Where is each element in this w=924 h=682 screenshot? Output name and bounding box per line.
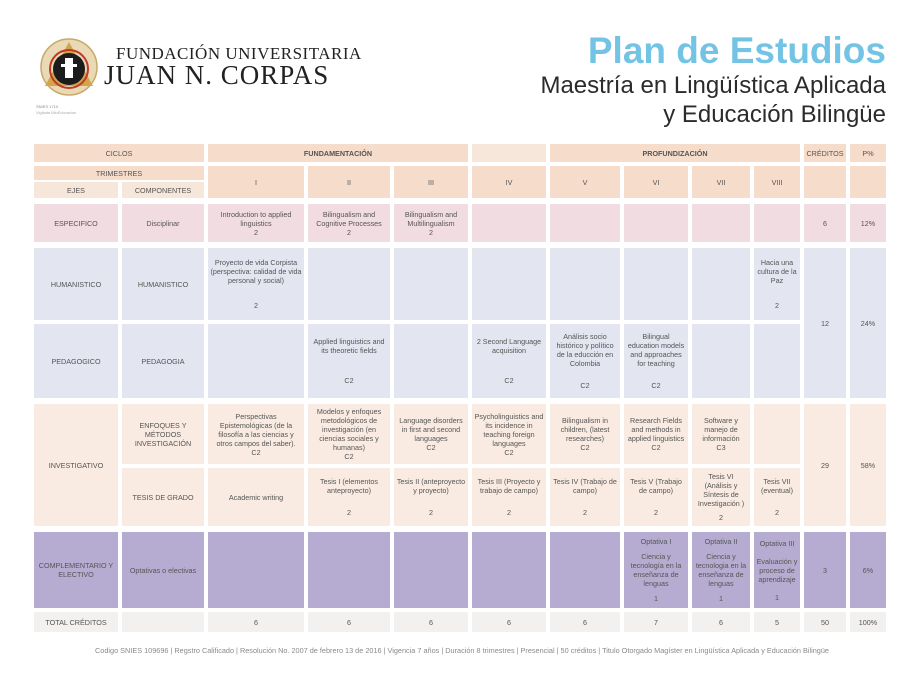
creditos-complementario: 3: [804, 532, 846, 608]
header-blank: [472, 144, 546, 162]
empty-cell: [692, 324, 750, 398]
course-cell: Software y manejo de información C3: [692, 404, 750, 464]
empty-cell: [692, 204, 750, 242]
total-label: TOTAL CRÉDITOS: [34, 612, 118, 632]
course-cell: Psycholinguistics and its incidence in teaching foreign languages C2: [472, 404, 546, 464]
eje-investigativo: INVESTIGATIVO: [34, 404, 118, 526]
comp-tesis: TESIS DE GRADO: [122, 468, 204, 526]
org-name-line1: FUNDACIÓN UNIVERSITARIA: [116, 44, 362, 63]
total-trim-7: 6: [692, 612, 750, 632]
course-cell: Tesis V (Trabajo de campo) 2: [624, 468, 688, 526]
eje-complementario: COMPLEMENTARIO Y ELECTIVO: [34, 532, 118, 608]
course-cell: Tesis VI (Análisis y Síntesis de Investigación ) 2: [692, 468, 750, 526]
empty-cell: [754, 324, 800, 398]
course-cell: Academic writing: [208, 468, 304, 526]
empty-cell: [472, 532, 546, 608]
comp-enfoques: ENFOQUES Y MÉTODOS INVESTIGACIÓN: [122, 404, 204, 464]
org-name-line2: JUAN N. CORPAS: [104, 60, 330, 90]
total-creditos: 50: [804, 612, 846, 632]
eje-humanistico: HUMANISTICO: [34, 248, 118, 320]
course-cell: Optativa I Ciencia y tecnología en la enseñanza de lenguas 1: [624, 532, 688, 608]
empty-cell: [624, 204, 688, 242]
empty-cell: [394, 532, 468, 608]
total-trim-4: 6: [472, 612, 546, 632]
empty-cell: [122, 612, 204, 632]
footer-note: Codigo SNIES 109696 | Regstro Calificado | Resolución No. 2007 de febrero 13 de 2016 | Vigencia 7 años | Duración 8 trimestres | Presencial | 50 créditos | Titulo Otorgado Magíster en Lingüística Aplicada y Educación Bilingüe: [95, 646, 829, 655]
trimestre-1: I: [208, 166, 304, 198]
course-cell: Bilingualism in children, (latest researches) C2: [550, 404, 620, 464]
comp-humanistico: HUMANISTICO: [122, 248, 204, 320]
total-trim-8: 5: [754, 612, 800, 632]
empty-cell: [394, 248, 468, 320]
course-cell: 2 Second Language acquisition C2: [472, 324, 546, 398]
trimestre-6: VI: [624, 166, 688, 198]
comp-optativas: Optativas o electivas: [122, 532, 204, 608]
empty-cell: [308, 248, 390, 320]
empty-cell: [624, 248, 688, 320]
course-cell: Language disorders in first and second languages C2: [394, 404, 468, 464]
page-title: Plan de Estudios: [587, 30, 886, 71]
header-componentes: COMPONENTES: [122, 182, 204, 198]
total-trim-3: 6: [394, 612, 468, 632]
course-cell: Bilingualism and Multilingualism 2: [394, 204, 468, 242]
course-cell: Tesis VII (eventual) 2: [754, 468, 800, 526]
creditos-investigativo: 29: [804, 404, 846, 526]
course-cell: Tesis II (anteproyecto y proyecto) 2: [394, 468, 468, 526]
course-cell: Hacia una cultura de la Paz 2: [754, 248, 800, 320]
pct-complementario: 6%: [850, 532, 886, 608]
empty-cell: [754, 404, 800, 464]
empty-cell: [550, 204, 620, 242]
pct-hum-ped: 24%: [850, 248, 886, 398]
empty-cell: [208, 324, 304, 398]
course-cell: Tesis III (Proyecto y trabajo de campo) 2: [472, 468, 546, 526]
empty-cell: [550, 248, 620, 320]
empty-cell: [472, 204, 546, 242]
course-cell: Tesis I (elementos anteproyecto) 2: [308, 468, 390, 526]
total-pct: 100%: [850, 612, 886, 632]
header-profundizacion: PROFUNDIZACIÓN: [550, 144, 800, 162]
empty-cell: [754, 204, 800, 242]
header-creditos: CRÉDITOS: [804, 144, 846, 162]
empty-cell: [308, 532, 390, 608]
page-subtitle-line2: y Educación Bilingüe: [663, 101, 886, 128]
course-cell: Proyecto de vida Corpista (perspectiva: calidad de vida personal y social) 2: [208, 248, 304, 320]
trimestre-4: IV: [472, 166, 546, 198]
header-pct: P%: [850, 144, 886, 162]
header-pct-blank: [850, 166, 886, 198]
eje-especifico: ESPECIFICO: [34, 204, 118, 242]
empty-cell: [394, 324, 468, 398]
course-cell: Introduction to applied linguistics 2: [208, 204, 304, 242]
comp-pedagogia: PEDAGOGIA: [122, 324, 204, 398]
header-creditos-blank: [804, 166, 846, 198]
empty-cell: [208, 532, 304, 608]
course-cell: Optativa III Evaluación y proceso de aprendizaje 1: [754, 532, 800, 608]
course-cell: Tesis IV (Trabajo de campo) 2: [550, 468, 620, 526]
snies-small: SNIES 1710: [36, 104, 59, 109]
course-cell: Modelos y enfoques metodológicos de investigación (en ciencias sociales y humanas) C2: [308, 404, 390, 464]
trimestre-7: VII: [692, 166, 750, 198]
trimestre-3: III: [394, 166, 468, 198]
course-cell: Bilingual education models and approaches for teaching C2: [624, 324, 688, 398]
header-fundamentacion: FUNDAMENTACIÓN: [208, 144, 468, 162]
course-cell: Perspectivas Epistemológicas (de la filosofía a las ciencias y otros campos del saber). C2: [208, 404, 304, 464]
empty-cell: [550, 532, 620, 608]
course-cell: Optativa II Ciencia y tecnologia en la enseñanza de lenguas 1: [692, 532, 750, 608]
university-seal-logo: [38, 36, 100, 98]
empty-cell: [692, 248, 750, 320]
trimestre-5: V: [550, 166, 620, 198]
creditos-hum-ped: 12: [804, 248, 846, 398]
vigilada-small: Vigilada MinEducación: [36, 110, 77, 115]
course-cell: Research Fields and methods in applied linguistics C2: [624, 404, 688, 464]
creditos-especifico: 6: [804, 204, 846, 242]
pct-especifico: 12%: [850, 204, 886, 242]
empty-cell: [472, 248, 546, 320]
page-subtitle-line1: Maestría en Lingüística Aplicada: [540, 72, 886, 99]
eje-pedagogico: PEDAGOGICO: [34, 324, 118, 398]
total-trim-5: 6: [550, 612, 620, 632]
trimestre-2: II: [308, 166, 390, 198]
header-trimestres: TRIMESTRES: [34, 166, 204, 180]
header-ejes: EJES: [34, 182, 118, 198]
course-cell: Análisis socio histórico y político de la educción en Colombia C2: [550, 324, 620, 398]
total-trim-6: 7: [624, 612, 688, 632]
header-ciclos: CICLOS: [34, 144, 204, 162]
course-cell: Bilingualism and Cognitive Processes 2: [308, 204, 390, 242]
total-trim-1: 6: [208, 612, 304, 632]
total-trim-2: 6: [308, 612, 390, 632]
pct-investigativo: 58%: [850, 404, 886, 526]
trimestre-8: VIII: [754, 166, 800, 198]
comp-disciplinar: Disciplinar: [122, 204, 204, 242]
course-cell: Applied linguistics and its theoretic fields C2: [308, 324, 390, 398]
